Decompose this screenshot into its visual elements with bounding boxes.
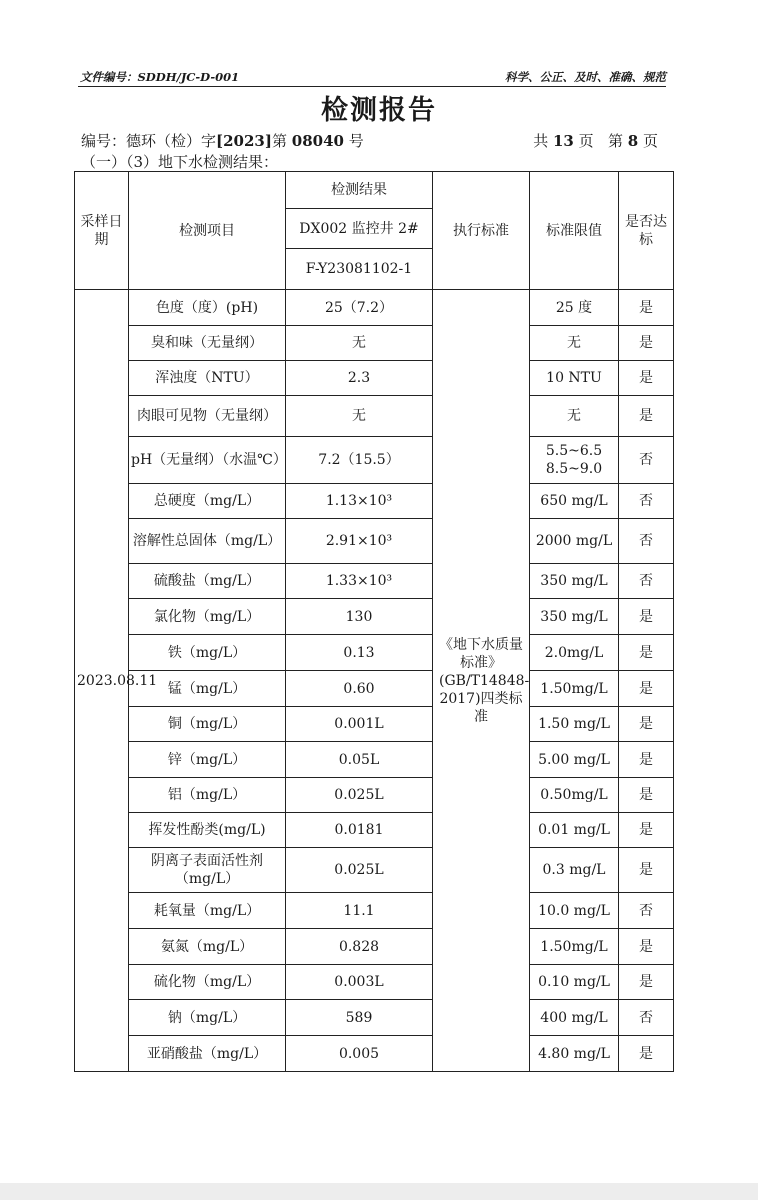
result-cell: 130	[286, 599, 433, 635]
limit-cell: 350 mg/L	[530, 564, 619, 599]
limit-cell: 0.10 mg/L	[530, 965, 619, 1000]
report-number-value: 08040	[291, 132, 344, 150]
item-cell: 铜（mg/L）	[129, 707, 286, 742]
table-row	[75, 599, 674, 635]
pass-cell: 否	[619, 564, 674, 599]
item-cell: 锰（mg/L）	[129, 671, 286, 707]
pass-cell: 否	[619, 1000, 674, 1036]
limit-cell: 10.0 mg/L	[530, 893, 619, 929]
item-cell: pH（无量纲）（水温℃）	[129, 437, 286, 484]
limit-cell: 0.3 mg/L	[530, 848, 619, 893]
result-cell: 0.025L	[286, 848, 433, 893]
limit-cell: 无	[530, 326, 619, 361]
result-cell: 2.91×10³	[286, 519, 433, 564]
table-row	[75, 437, 674, 484]
pages-total: 13	[552, 132, 574, 150]
limit-cell: 650 mg/L	[530, 484, 619, 519]
item-cell: 臭和味（无量纲）	[129, 326, 286, 361]
item-cell: 硫酸盐（mg/L）	[129, 564, 286, 599]
pass-cell: 是	[619, 742, 674, 778]
limit-cell: 2.0mg/L	[530, 635, 619, 671]
header-rule	[78, 86, 666, 87]
result-cell: 0.0181	[286, 813, 433, 848]
result-cell: 0.828	[286, 929, 433, 965]
header-limit: 标准限值	[530, 172, 619, 290]
pass-cell: 否	[619, 437, 674, 484]
limit-cell: 25 度	[530, 290, 619, 326]
page-title: 检测报告	[321, 95, 437, 126]
table-row	[75, 929, 674, 965]
result-cell: 0.003L	[286, 965, 433, 1000]
table-row	[75, 778, 674, 813]
report-number	[81, 130, 364, 151]
section-heading: （一）（3）地下水检测结果：	[81, 153, 279, 171]
result-cell: 11.1	[286, 893, 433, 929]
limit-cell: 4.80 mg/L	[530, 1036, 619, 1072]
pass-cell: 是	[619, 1036, 674, 1072]
header-result: 检测结果	[286, 172, 433, 209]
limit-cell: 0.50mg/L	[530, 778, 619, 813]
standard-cell: 《地下水质量标准》(GB/T14848-2017)四类标准	[433, 290, 530, 1072]
table-row	[75, 635, 674, 671]
limit-cell: 1.50mg/L	[530, 929, 619, 965]
item-cell: 氯化物（mg/L）	[129, 599, 286, 635]
page-counter	[533, 130, 658, 151]
item-cell: 氨氮（mg/L）	[129, 929, 286, 965]
table-row	[75, 813, 674, 848]
page-current-pre: 第	[607, 132, 623, 150]
limit-cell: 0.01 mg/L	[530, 813, 619, 848]
pass-cell: 否	[619, 519, 674, 564]
result-cell: 0.005	[286, 1036, 433, 1072]
item-cell: 锌（mg/L）	[129, 742, 286, 778]
header-pass: 是否达标	[619, 172, 674, 290]
table-row	[75, 893, 674, 929]
header-item: 检测项目	[129, 172, 286, 290]
item-cell: 阴离子表面活性剂（mg/L）	[129, 848, 286, 893]
item-cell: 浑浊度（NTU）	[129, 361, 286, 396]
result-cell: 7.2（15.5）	[286, 437, 433, 484]
item-cell: 溶解性总固体（mg/L）	[129, 519, 286, 564]
item-cell: 挥发性酚类(mg/L)	[129, 813, 286, 848]
limit-cell: 1.50mg/L	[530, 671, 619, 707]
table-row	[75, 484, 674, 519]
limit-cell: 400 mg/L	[530, 1000, 619, 1036]
pass-cell: 是	[619, 813, 674, 848]
limit-cell: 5.5~6.5 8.5~9.0	[530, 437, 619, 484]
table-row	[75, 671, 674, 707]
result-cell: 0.60	[286, 671, 433, 707]
motto: 科学、公正、及时、准确、规范	[505, 70, 666, 84]
limit-cell: 350 mg/L	[530, 599, 619, 635]
pass-cell: 是	[619, 848, 674, 893]
table-row	[75, 848, 674, 893]
item-cell: 耗氧量（mg/L）	[129, 893, 286, 929]
item-cell: 硫化物（mg/L）	[129, 965, 286, 1000]
item-cell: 总硬度（mg/L）	[129, 484, 286, 519]
result-cell: 无	[286, 396, 433, 437]
pass-cell: 是	[619, 707, 674, 742]
item-cell: 铁（mg/L）	[129, 635, 286, 671]
sample-date-cell: 2023.08.11	[75, 290, 129, 1072]
pass-cell: 是	[619, 635, 674, 671]
file-number: 文件编号：SDDH/JC-D-001	[80, 70, 240, 84]
pages-total-pre: 共	[533, 132, 549, 150]
header-well: DX002 监控井 2#	[286, 209, 433, 249]
result-cell: 0.05L	[286, 742, 433, 778]
table-row	[75, 361, 674, 396]
table-row	[75, 564, 674, 599]
pass-cell: 是	[619, 965, 674, 1000]
bottom-scroll-area	[0, 1183, 758, 1200]
table-row	[75, 396, 674, 437]
header-standard: 执行标准	[433, 172, 530, 290]
table-row	[75, 1000, 674, 1036]
pass-cell: 是	[619, 778, 674, 813]
item-cell: 色度（度）(pH)	[129, 290, 286, 326]
pass-cell: 是	[619, 599, 674, 635]
item-cell: 亚硝酸盐（mg/L）	[129, 1036, 286, 1072]
pass-cell: 是	[619, 671, 674, 707]
pages-total-post: 页	[578, 132, 594, 150]
pass-cell: 是	[619, 396, 674, 437]
table-row	[75, 290, 674, 326]
report-number-label: 编号：德环（检）字	[81, 132, 217, 150]
header-sample-date: 采样日期	[75, 172, 129, 290]
limit-cell: 10 NTU	[530, 361, 619, 396]
item-cell: 肉眼可见物（无量纲）	[129, 396, 286, 437]
results-table	[74, 171, 674, 1072]
result-cell: 589	[286, 1000, 433, 1036]
report-number-year: [2023]	[216, 132, 272, 150]
item-cell: 铝（mg/L）	[129, 778, 286, 813]
header-sample-id: F-Y23081102-1	[286, 249, 433, 290]
pass-cell: 是	[619, 326, 674, 361]
report-number-mid: 第	[271, 132, 287, 150]
result-cell: 1.13×10³	[286, 484, 433, 519]
table-row	[75, 519, 674, 564]
pass-cell: 是	[619, 361, 674, 396]
result-cell: 1.33×10³	[286, 564, 433, 599]
table-row	[75, 707, 674, 742]
limit-cell: 5.00 mg/L	[530, 742, 619, 778]
result-cell: 无	[286, 326, 433, 361]
pass-cell: 否	[619, 484, 674, 519]
result-cell: 0.001L	[286, 707, 433, 742]
result-cell: 0.13	[286, 635, 433, 671]
item-cell: 钠（mg/L）	[129, 1000, 286, 1036]
pass-cell: 是	[619, 929, 674, 965]
table-row	[75, 742, 674, 778]
pass-cell: 是	[619, 290, 674, 326]
page-current-post: 页	[642, 132, 658, 150]
report-number-suffix: 号	[348, 132, 364, 150]
limit-cell: 1.50 mg/L	[530, 707, 619, 742]
result-cell: 0.025L	[286, 778, 433, 813]
page-current: 8	[627, 132, 639, 150]
limit-cell: 无	[530, 396, 619, 437]
table-row	[75, 1036, 674, 1072]
result-cell: 25（7.2）	[286, 290, 433, 326]
pass-cell: 否	[619, 893, 674, 929]
table-row	[75, 965, 674, 1000]
limit-cell: 2000 mg/L	[530, 519, 619, 564]
result-cell: 2.3	[286, 361, 433, 396]
table-row	[75, 326, 674, 361]
